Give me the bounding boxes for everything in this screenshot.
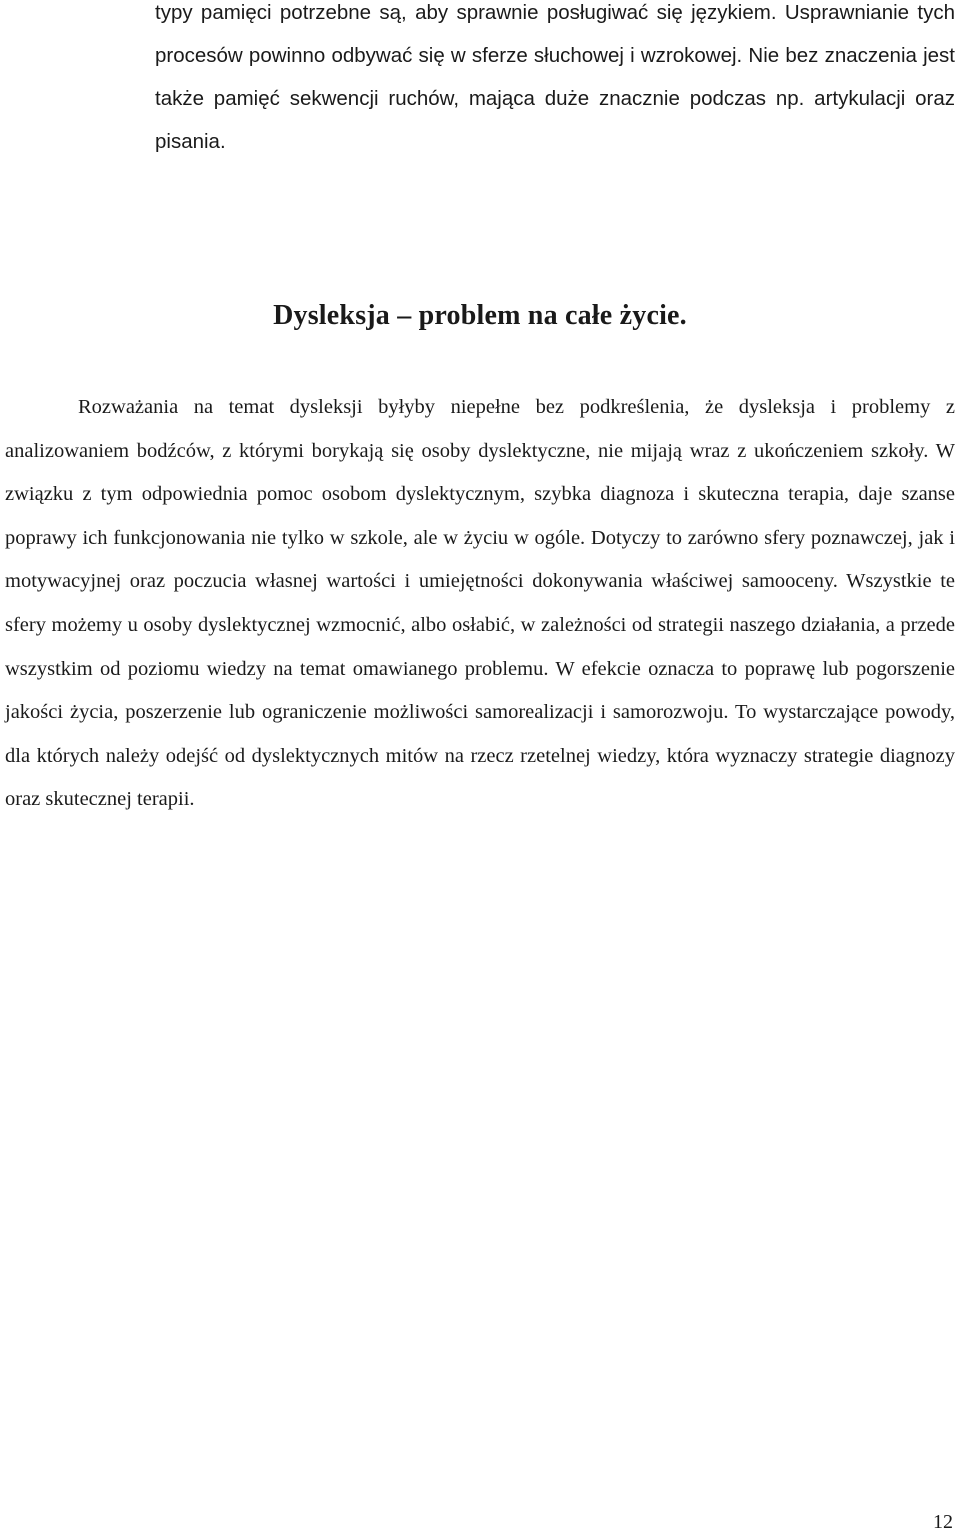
- section-heading: Dysleksja – problem na całe życie.: [273, 300, 687, 331]
- page-number: 12: [933, 1511, 953, 1533]
- intro-paragraph: typy pamięci potrzebne są, aby sprawnie posługiwać się językiem. Usprawnianie tych procesów powinno odbywać się w sferze słuchowej i wzrokowej. Nie bez znaczenia jest także pamięć sekwencji ruchów, mająca duże znacznie podczas np. artykulacji oraz pisania.: [155, 1, 955, 153]
- body-paragraph: Rozważania na temat dysleksji byłyby niepełne bez podkreślenia, że dysleksja i problemy z analizowaniem bodźców, z którymi borykają się osoby dyslektyczne, nie mijają wraz z ukończeniem szkoły. W związku z tym odpowiednia pomoc osobom dyslektycznym, szybka diagnoza i skuteczna terapia, daje szanse poprawy ich funkcjonowania nie tylko w szkole, ale w życiu w ogóle. Dotyczy to zarówno sfery poznawczej, jak i motywacyjnej oraz poczucia własnej wartości i umiejętności dokonywania właściwej samooceny. Wszystkie te sfery możemy u osoby dyslektycznej wzmocnić, albo osłabić, w zależności od strategii naszego działania, a przede wszystkim od poziomu wiedzy na temat omawianego problemu. W efekcie oznacza to poprawę lub pogorszenie jakości życia, poszerzenie lub ograniczenie możliwości samorealizacji i samorozwoju. To wystarczające powody, dla których należy odejść od dyslektycznych mitów na rzecz rzetelnej wiedzy, która wyznaczy strategie diagnozy oraz skutecznej terapii.: [5, 396, 955, 811]
